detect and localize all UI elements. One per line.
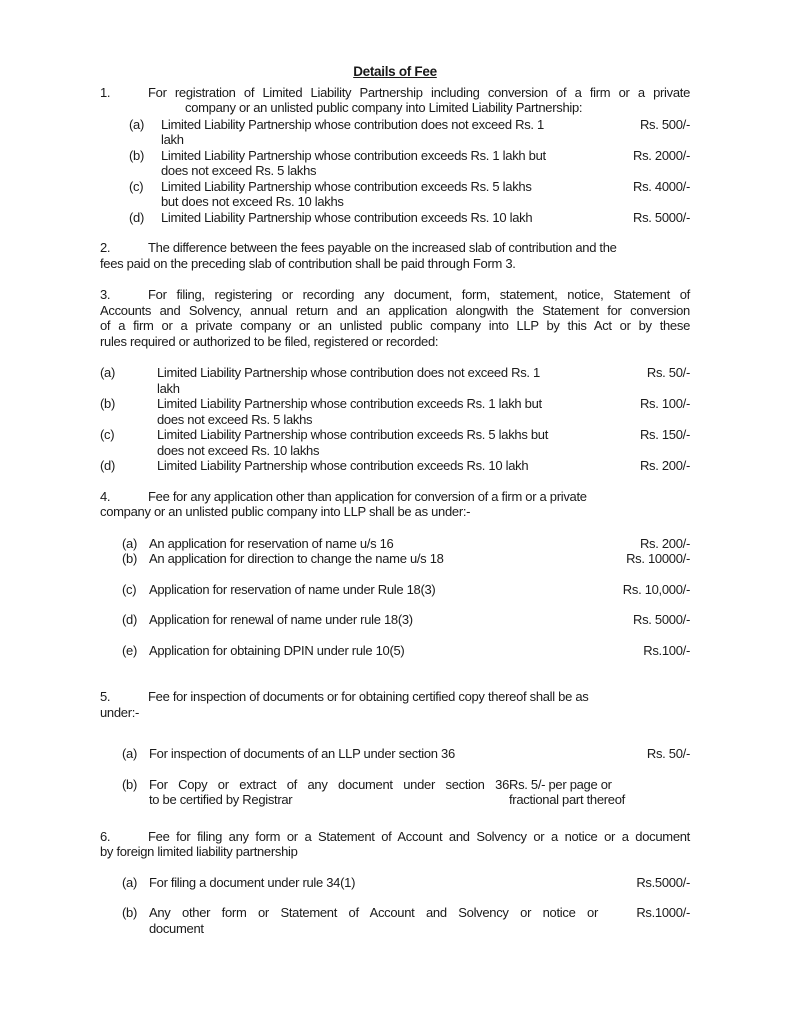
section-2-line1: 2. The difference between the fees payable on the increased slab of contribution and the — [100, 240, 617, 255]
section-1-intro — [100, 85, 690, 116]
section-1-number: 1. — [100, 84, 111, 100]
fee-amount: Rs. 5000/- — [633, 612, 690, 627]
fee-row — [100, 643, 690, 659]
section-6-line1: 6. Fee for filing any form or a Statement of Account and Solvency or a notice or a document — [100, 828, 690, 844]
item-label: (e) — [122, 642, 137, 658]
item-text: An application for direction to change the name u/s 18 — [149, 551, 444, 566]
item-text-line1: Limited Liability Partnership whose contribution exceeds Rs. 1 lakh but — [157, 396, 542, 411]
item-text-line1: Limited Liability Partnership whose contribution exceeds Rs. 5 lakhs — [161, 178, 532, 194]
item-text-line1: Limited Liability Partnership whose contribution exceeds Rs. 5 lakhs but — [157, 427, 549, 442]
fee-row — [100, 551, 690, 567]
section-1-intro-line2: company or an unlisted public company into Limited Liability Partnership: — [185, 100, 583, 115]
fee-amount: Rs.1000/- — [636, 905, 690, 920]
fee-row — [100, 905, 690, 936]
item-text: For filing a document under rule 34(1) — [149, 874, 356, 890]
section-5-intro — [100, 689, 690, 720]
fee-amount: Rs. 50/- — [646, 365, 690, 380]
section-6-number: 6. — [100, 828, 111, 844]
fee-amount: Rs. 150/- — [639, 427, 690, 442]
item-text: For inspection of documents of an LLP under section 36 — [149, 746, 455, 761]
section-5-line1: 5. Fee for inspection of documents or for obtaining certified copy thereof shall be as — [100, 689, 589, 704]
fee-amount: Rs. 10000/- — [626, 551, 690, 566]
item-text-line1: Limited Liability Partnership whose contribution exceeds Rs. 1 lakh but — [161, 147, 546, 163]
item-text-line2: document — [149, 920, 204, 936]
fee-row — [100, 777, 690, 808]
item-label: (a) — [122, 535, 137, 551]
section-1-items — [100, 117, 690, 226]
section-2-line2: fees paid on the preceding slab of contribution shall be paid through Form 3. — [100, 255, 516, 271]
section-3-line1: 3. For filing, registering or recording any document, form, statement, notice, Statement of — [100, 287, 690, 302]
fee-amount: Rs.5000/- — [636, 874, 690, 890]
fee-row — [100, 536, 690, 552]
item-text-line1: Limited Liability Partnership whose contribution does not exceed Rs. 1 — [161, 116, 544, 132]
item-text: An application for reservation of name u/s 16 — [149, 535, 394, 551]
item-label: (d) — [100, 458, 115, 473]
section-4-items — [100, 536, 690, 659]
item-label: (b) — [122, 551, 137, 566]
section-4-number: 4. — [100, 488, 111, 504]
item-text-line1: For Copy or extract of any document under section 36 — [149, 776, 509, 792]
section-3-intro — [100, 287, 690, 349]
fee-row — [100, 365, 690, 396]
section-4-line1: 4. Fee for any application other than application for conversion of a firm or a private — [100, 488, 587, 504]
item-text: Application for renewal of name under rule 18(3) — [149, 612, 413, 627]
fee-row — [100, 148, 690, 179]
item-label: (d) — [122, 612, 137, 627]
item-text-line1: Limited Liability Partnership whose contribution exceeds Rs. 10 lakh — [157, 458, 529, 473]
fee-row — [100, 612, 690, 628]
section-3-line4: rules required or authorized to be filed, registered or recorded: — [100, 333, 439, 349]
fee-row — [100, 458, 690, 474]
fee-amount: Rs. 2000/- — [633, 147, 690, 163]
fee-amount: Rs. 5/- per page or fractional part thereof — [509, 776, 625, 807]
fee-amount: Rs. 50/- — [646, 746, 690, 761]
fee-row — [100, 396, 690, 427]
item-text-line2: to be certified by Registrar — [149, 792, 293, 807]
fee-row — [100, 210, 690, 226]
fee-row — [100, 427, 690, 458]
item-label: (d) — [129, 209, 144, 225]
section-4-line2: company or an unlisted public company into LLP shall be as under:- — [100, 504, 471, 519]
fee-amount: Rs. 500/- — [639, 116, 690, 132]
section-5-number: 5. — [100, 689, 111, 704]
item-label: (c) — [100, 427, 115, 442]
item-label: (a) — [122, 874, 137, 890]
item-label: (b) — [100, 396, 115, 411]
section-6-line2: by foreign limited liability partnership — [100, 844, 298, 859]
fee-amount: Rs. 5000/- — [633, 209, 690, 225]
item-text-line2: lakh — [157, 380, 180, 396]
item-label: (b) — [129, 147, 144, 163]
fee-row — [100, 179, 690, 210]
item-text-line2: does not exceed Rs. 5 lakhs — [161, 163, 317, 178]
fee-amount: Rs. 100/- — [639, 396, 690, 411]
fee-row — [100, 746, 690, 762]
section-4-intro — [100, 489, 690, 520]
section-2-number: 2. — [100, 240, 111, 255]
fee-amount: Rs. 200/- — [639, 535, 690, 551]
item-label: (a) — [100, 365, 115, 380]
item-label: (a) — [122, 746, 137, 761]
item-label: (c) — [122, 581, 137, 597]
section-3-line3: of a firm or a private company or an unlisted public company into LLP by this Act or by these — [100, 318, 690, 333]
section-3-number: 3. — [100, 287, 111, 302]
page-title: Details of Fee — [353, 64, 437, 79]
section-3-items — [100, 365, 690, 474]
section-3-line2: Accounts and Solvency, annual return and an application alongwith the Statement for conversion — [100, 302, 690, 318]
fee-amount: Rs.100/- — [643, 642, 690, 658]
item-text-line2: lakh — [161, 132, 184, 147]
item-text-line1: Limited Liability Partnership whose contribution exceeds Rs. 10 lakh — [161, 209, 533, 225]
item-label: (c) — [129, 178, 144, 194]
section-1-intro-line1: 1. For registration of Limited Liability Partnership including conversion of a firm or a private — [100, 84, 690, 100]
item-label: (b) — [122, 776, 137, 792]
item-label: (a) — [129, 116, 144, 132]
item-text-line1: Limited Liability Partnership whose contribution does not exceed Rs. 1 — [157, 365, 540, 380]
fee-row — [100, 875, 690, 891]
section-2 — [100, 240, 690, 271]
section-6-intro — [100, 829, 690, 860]
item-label: (b) — [122, 905, 137, 920]
fee-row — [100, 117, 690, 148]
fee-amount: Rs. 10,000/- — [622, 581, 690, 597]
fee-row — [100, 582, 690, 598]
item-text: Application for reservation of name under Rule 18(3) — [149, 581, 436, 597]
fee-amount: Rs. 200/- — [639, 458, 690, 473]
item-text-line2: does not exceed Rs. 5 lakhs — [157, 411, 313, 427]
item-text-line1: Any other form or Statement of Account and Solvency or notice or — [149, 905, 598, 920]
section-5-line2: under:- — [100, 704, 140, 720]
item-text-line2: does not exceed Rs. 10 lakhs — [157, 442, 320, 458]
item-text-line2: but does not exceed Rs. 10 lakhs — [161, 194, 344, 209]
item-text: Application for obtaining DPIN under rule 10(5) — [149, 642, 405, 658]
fee-amount: Rs. 4000/- — [633, 178, 690, 194]
